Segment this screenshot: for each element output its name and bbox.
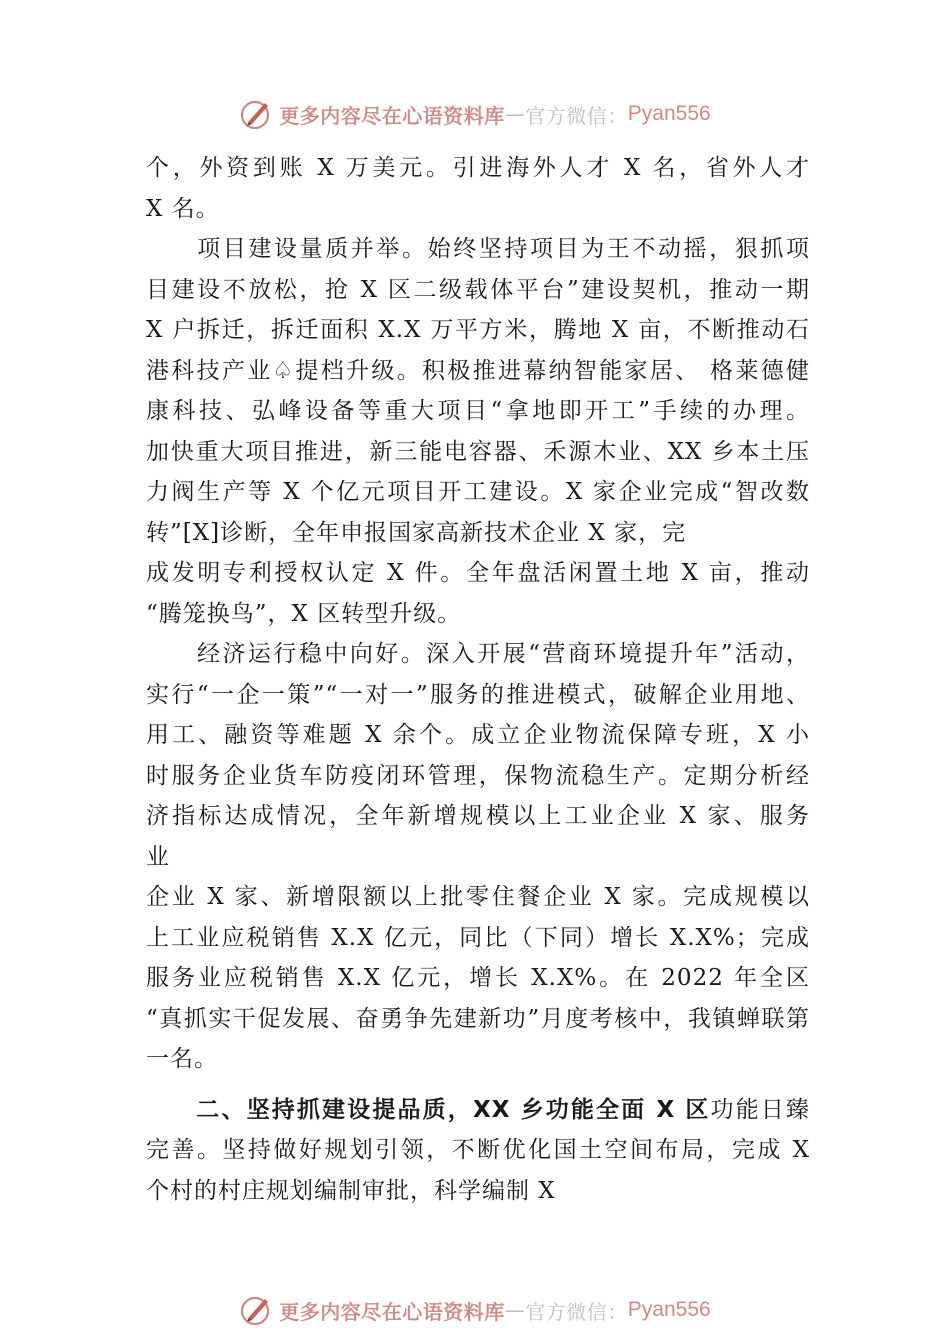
text-line: 实行“一企一策”“一对一”服务的推进模式，破解企业用地、	[146, 681, 810, 708]
watermark-wechat-label: 官方微信：	[525, 103, 628, 128]
text-line: 个村的村庄规划编制审批，科学编制 X	[146, 1177, 556, 1204]
text-line: 完善。坚持做好规划引领，不断优化国土空间布局，完成 X	[146, 1137, 810, 1163]
text-line: 转”[X]诊断，全年申报国家高新技术企业 X 家，完	[146, 519, 687, 546]
text-line: 康科技、弘峰设备等重大项目“拿地即开工”手续的办理。	[146, 398, 810, 424]
watermark-wechat-id: Pyan556	[627, 102, 711, 125]
text-line: 目建设不放松，抢 X 区二级载体平台”建设契机，推动一期	[146, 276, 810, 303]
pen-logo-icon	[239, 97, 273, 131]
text-line: 经济运行稳中向好。深入开展“营商环境提升年”活动，	[146, 641, 810, 667]
section-heading: 二、坚持抓建设提品质，XX 乡功能全面 X 区	[146, 1096, 711, 1123]
text-line: 用工、融资等难题 X 余个。成立企业物流保障专班，X 小	[146, 722, 810, 748]
text-line: 项目建设量质并举。始终坚持项目为王不动摇，狠抓项	[146, 236, 810, 262]
text-line: “腾笼换鸟”，X 区转型升级。	[146, 600, 462, 627]
watermark-wechat-id: Pyan556	[627, 1298, 711, 1321]
watermark-banner-bottom	[0, 1290, 950, 1330]
text-line: 济指标达成情况，全年新增规模以上工业企业 X 家、服务	[146, 803, 810, 829]
section-heading-tail: 功能日臻	[710, 1096, 810, 1123]
text-line: 企业 X 家、新增限额以上批零住餐企业 X 家。完成规模以	[146, 884, 810, 910]
text-line: 成发明专利授权认定 X 件。全年盘活闲置土地 X 亩，推动	[146, 560, 810, 586]
text-line: 时服务企业货车防疫闭环管理，保物流稳生产。定期分析经	[146, 762, 810, 789]
text-line: X 名。	[146, 195, 220, 222]
text-line: 上工业应税销售 X.X 亿元，同比（下同）增长 X.X%；完成	[146, 924, 810, 951]
text-line: 业	[146, 843, 170, 870]
text-line: 力阀生产等 X 个亿元项目开工建设。X 家企业完成“智改数	[146, 479, 810, 505]
section-heading-line	[146, 1090, 810, 1131]
text-line: X 户拆迁，拆迁面积 X.X 万平方米，腾地 X 亩，不断推动石	[146, 317, 810, 343]
document-body	[146, 148, 810, 1211]
watermark-dash: —	[504, 1298, 526, 1322]
watermark-brand-text: 更多内容尽在心语资料库	[279, 103, 505, 128]
watermark-dash: —	[504, 102, 526, 126]
watermark-wechat-label: 官方微信：	[525, 1299, 628, 1324]
text-line: 港科技产业♤提档升级。积极推进幕纳智能家居、 格莱德健	[146, 357, 810, 384]
text-line: 个，外资到账 X 万美元。引进海外人才 X 名，省外人才	[146, 155, 810, 181]
text-line: “真抓实干促发展、奋勇争先建新功”月度考核中，我镇蝉联第	[146, 1005, 810, 1032]
text-line: 加快重大项目推进，新三能电容器、禾源木业、XX 乡本土压	[146, 438, 810, 465]
watermark-banner-top	[0, 94, 950, 134]
pen-logo-icon	[239, 1293, 273, 1327]
text-line: 服务业应税销售 X.X 亿元，增长 X.X%。在 2022 年全区	[146, 965, 810, 991]
watermark-brand-text: 更多内容尽在心语资料库	[279, 1299, 505, 1324]
text-line: 一名。	[146, 1046, 218, 1072]
